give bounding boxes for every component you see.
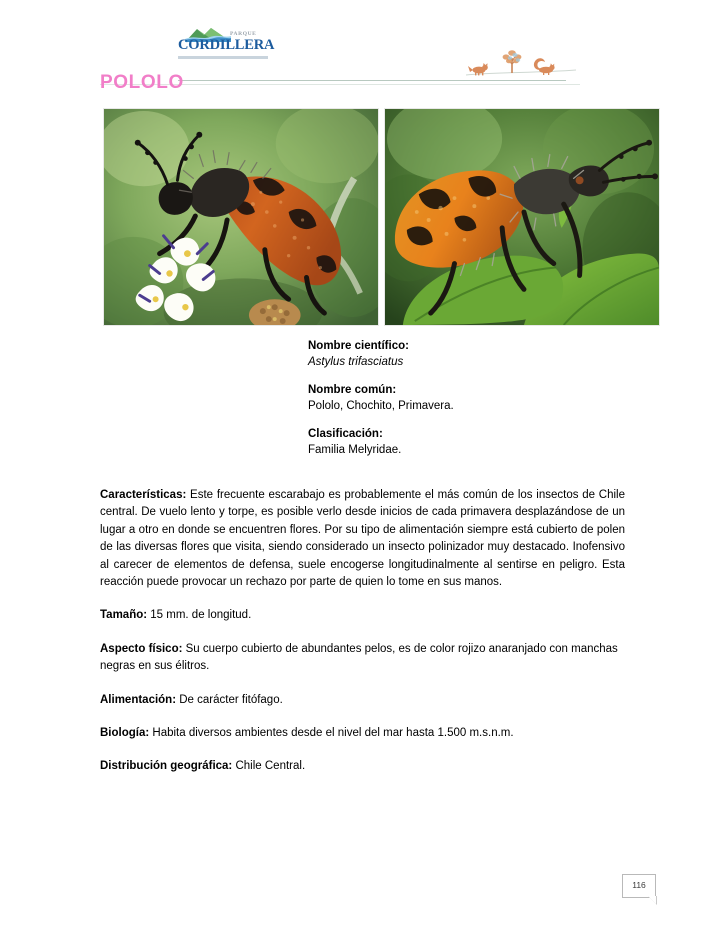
species-info-block (308, 338, 628, 458)
section-alimentacion (100, 692, 625, 709)
info-value: Familia Melyridae. (308, 444, 402, 456)
section-text: Su cuerpo cubierto de abundantes pelos, es de color rojizo anaranjado con manchas negras en sus élitros. (100, 642, 618, 673)
species-description-body (100, 487, 625, 776)
section-distribucion-geografica (100, 758, 625, 775)
header-decorative-scene (466, 46, 576, 82)
info-group-common-name (308, 382, 628, 414)
page-header (0, 24, 720, 68)
page-fold-inner-icon (648, 896, 656, 904)
section-text: Chile Central. (232, 760, 306, 773)
section-aspecto-fisico (100, 641, 625, 676)
section-text: De carácter fitófago. (176, 693, 283, 706)
page-title: POLOLO (100, 72, 184, 93)
section-biologia (100, 725, 625, 742)
info-label: Nombre común: (308, 384, 397, 396)
section-tamano (100, 607, 625, 624)
tree-icon (503, 50, 522, 73)
section-label: Biología: (100, 727, 150, 740)
page-number-badge (622, 874, 656, 898)
info-value: Astylus trifasciatus (308, 356, 404, 368)
logo-underline (178, 56, 268, 59)
logo-top-word: PARQUE (230, 31, 257, 37)
info-group-classification (308, 426, 628, 458)
section-caracteristicas (100, 487, 625, 591)
section-label: Características: (100, 489, 187, 501)
parque-cordillera-logo (178, 26, 274, 60)
section-label: Alimentación: (100, 693, 177, 706)
squirrel-icon (534, 58, 555, 75)
photo-beetle-on-flower (103, 108, 379, 326)
section-label: Distribución geográfica: (100, 760, 233, 773)
section-label: Tamaño: (100, 609, 148, 622)
section-text: Este frecuente escarabajo es probablemente el más común de los insectos de Chile central. De vuelo lento y torpe, es posible verlo desde inicios de cada primavera desplazándose de un lugar a otro en donde se encuentren flores. Por su tipo de alimentación siempre está cubierto de polen de las diversas flores que visita, siendo considerado un insecto polinizador muy destacado. Inofensivo al carecer de elementos de defensa, suele encogerse longitudinalmente al sentirse en peligro. Esta reacción puede provocar un rechazo por parte de quien lo tome en sus manos. (100, 489, 625, 589)
logo-main-word: CORDILLERA (178, 37, 275, 53)
page-number-text: 116 (632, 880, 646, 890)
photo-beetle-on-leaf (384, 108, 660, 326)
photo-row (103, 108, 660, 326)
info-group-scientific-name (308, 338, 628, 370)
section-label: Aspecto físico: (100, 642, 183, 655)
info-label: Nombre científico: (308, 340, 409, 352)
section-text: Habita diversos ambientes desde el nivel del mar hasta 1.500 m.s.n.m. (149, 727, 514, 740)
info-label: Clasificación: (308, 428, 383, 440)
info-value: Pololo, Chochito, Primavera. (308, 400, 454, 412)
section-text: 15 mm. de longitud. (147, 609, 252, 622)
